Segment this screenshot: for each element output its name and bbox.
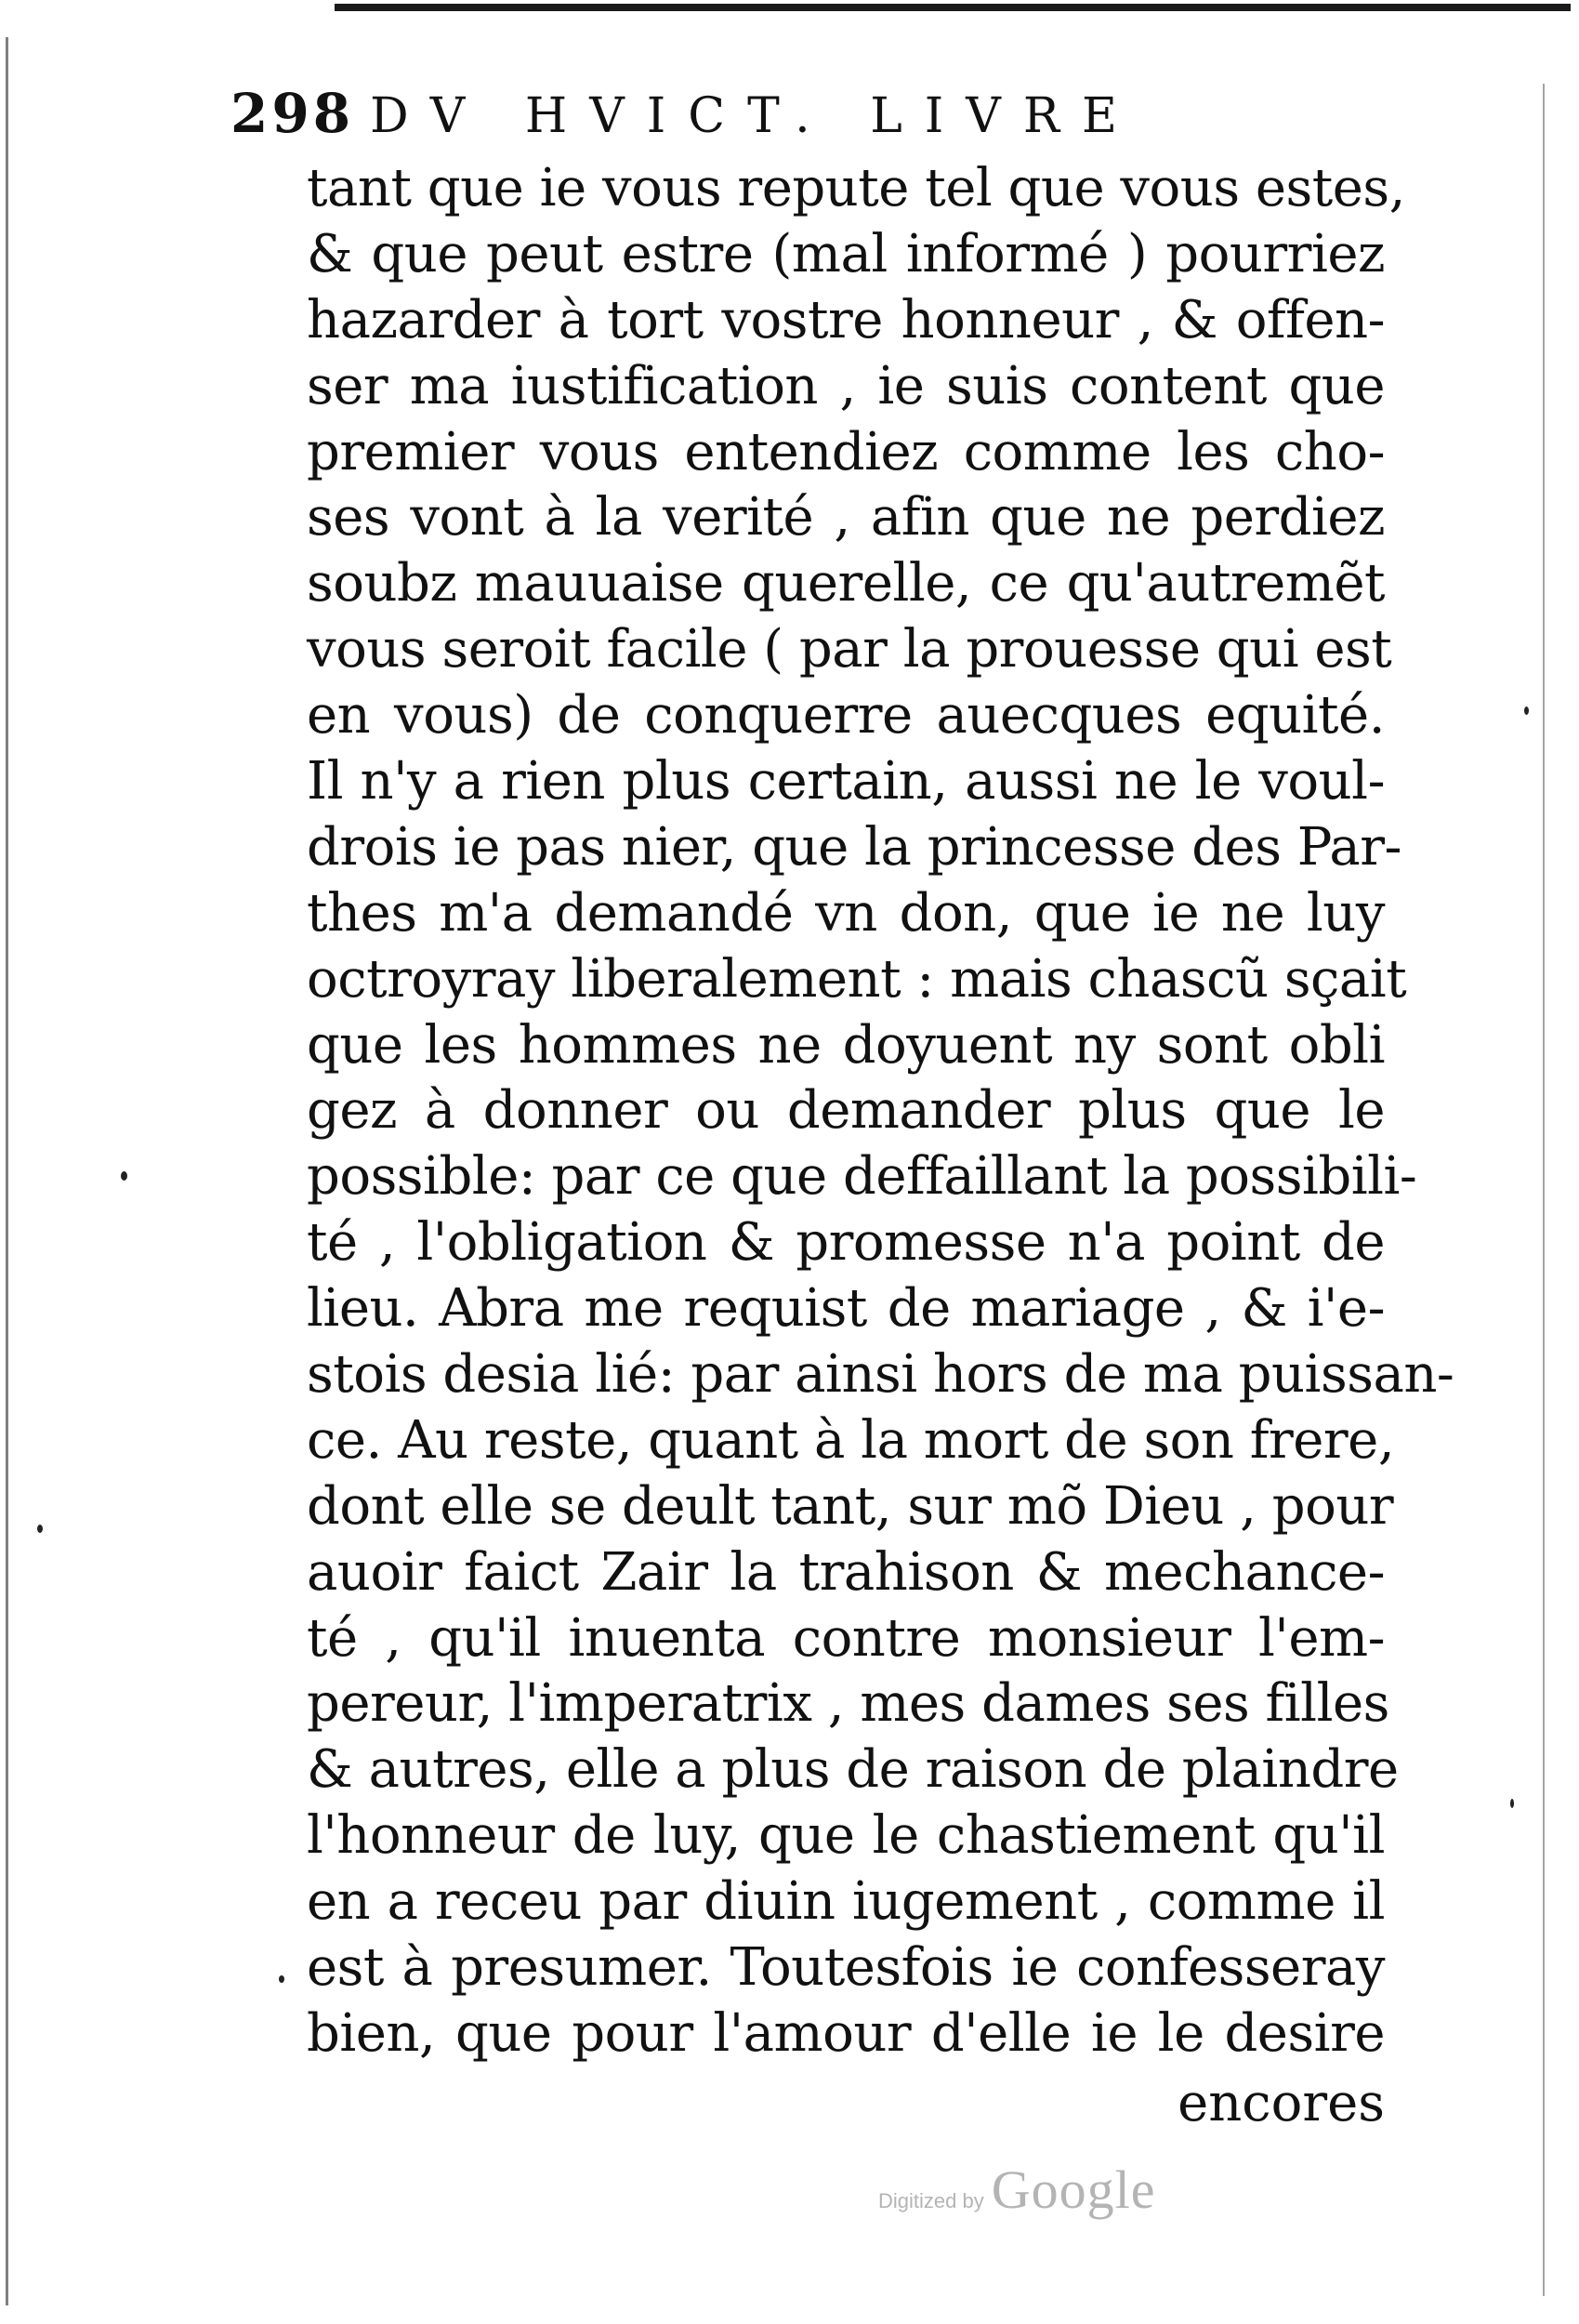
- text-line: ses vont à la verité , afin que ne perdiez: [307, 487, 1385, 548]
- text-line: en a receu par diuin iugement , comme il: [307, 1871, 1385, 1933]
- text-line: hazarder à tort vostre honneur , & offen-: [307, 289, 1385, 350]
- top-edge-rule: [335, 4, 1571, 11]
- ink-speck: [279, 1975, 284, 1983]
- digitized-watermark: [878, 2159, 1156, 2220]
- text-line: auoir faict Zair la trahison & mechance-: [307, 1541, 1385, 1603]
- text-line: pereur, l'imperatrix , mes dames ses filles: [307, 1673, 1389, 1735]
- text-line: que les hommes ne doyuent ny sont obli: [307, 1014, 1385, 1076]
- text-line: bien, que pour l'amour d'elle ie le desire: [307, 2002, 1385, 2064]
- text-line: & que peut estre (mal informé ) pourriez: [307, 223, 1385, 284]
- google-logo: Google: [991, 2159, 1156, 2220]
- text-line: Il n'y a rien plus certain, aussi ne le voul-: [307, 751, 1385, 812]
- ink-speck: [121, 1171, 127, 1181]
- text-line: vous seroit facile ( par la prouesse qui est: [307, 619, 1392, 680]
- text-line: dont elle se deult tant, sur mõ Dieu , pour: [307, 1475, 1394, 1537]
- text-line: stois desia lié: par ainsi hors de ma puissan-: [307, 1344, 1454, 1406]
- text-line: lieu. Abra me requist de mariage , & i'e-: [307, 1278, 1385, 1340]
- page-number: 298: [230, 82, 355, 145]
- running-header: [230, 82, 1383, 147]
- right-scan-edge: [1543, 84, 1545, 2296]
- catchword: encores: [1178, 2073, 1385, 2133]
- text-line: soubz mauuaise querelle, ce qu'autremẽt: [307, 553, 1385, 614]
- text-line: té , l'obligation & promesse n'a point de: [307, 1212, 1385, 1274]
- text-line: gez à donner ou demander plus que le: [307, 1080, 1385, 1142]
- watermark-prefix: Digitized by: [878, 2189, 984, 2212]
- ink-speck: [37, 1525, 43, 1533]
- text-line: té , qu'il inuenta contre monsieur l'em-: [307, 1607, 1385, 1669]
- left-scan-edge: [6, 37, 8, 2305]
- ink-speck: [1524, 706, 1529, 715]
- text-line: & autres, elle a plus de raison de plaindre: [307, 1739, 1399, 1801]
- text-line: premier vous entendiez comme les cho-: [307, 421, 1385, 482]
- text-line: en vous) de conquerre auecques equité.: [307, 685, 1385, 746]
- text-line: ser ma iustification , ie suis content que: [307, 355, 1385, 416]
- text-line: est à presumer. Toutesfois ie confesseray: [307, 1937, 1385, 1999]
- text-line: octroyray liberalement : mais chascũ sçait: [307, 948, 1407, 1010]
- body-text: [307, 156, 1454, 2067]
- text-line: tant que ie vous repute tel que vous estes,: [307, 158, 1405, 218]
- text-line: l'honneur de luy, que le chastiement qu'il: [307, 1805, 1385, 1867]
- text-line: thes m'a demandé vn don, que ie ne luy: [307, 882, 1385, 944]
- text-line: possible: par ce que deffaillant la possibili-: [307, 1146, 1417, 1208]
- ink-speck: [1510, 1799, 1514, 1808]
- running-title: DV HVICT. LIVRE: [370, 88, 1139, 144]
- text-line: ce. Au reste, quant à la mort de son frere,: [307, 1409, 1395, 1471]
- text-line: drois ie pas nier, que la princesse des Par-: [307, 816, 1401, 878]
